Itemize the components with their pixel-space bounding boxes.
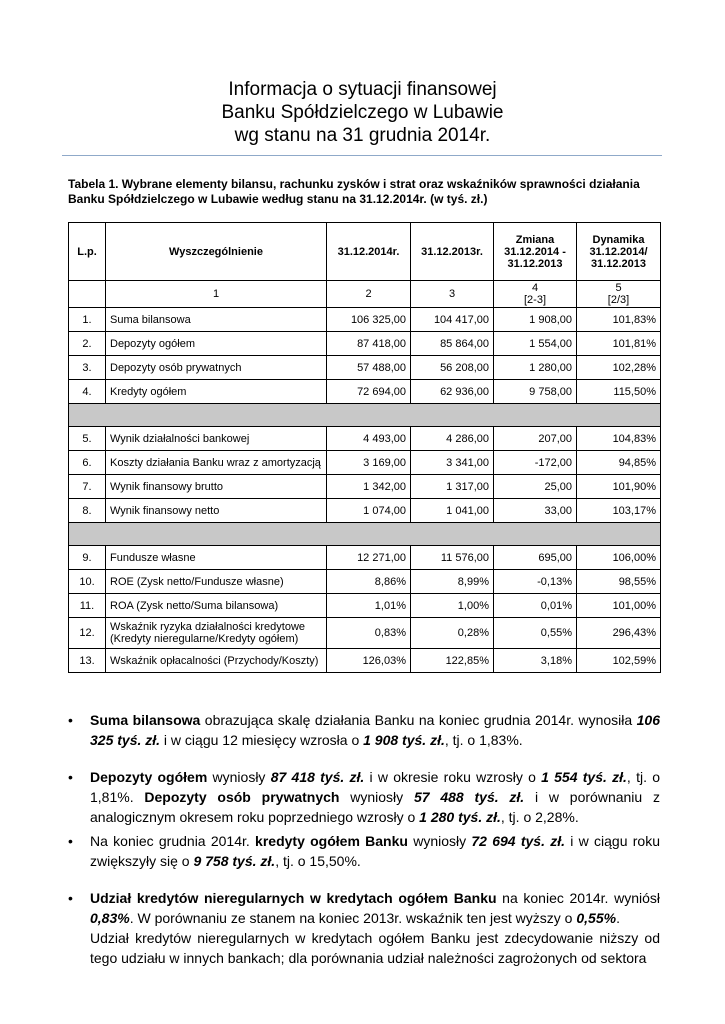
row-2014: 3 169,00 xyxy=(327,451,411,475)
row-lp: 5. xyxy=(69,427,106,451)
bullet-deposits xyxy=(68,767,660,831)
row-2013: 1,00% xyxy=(411,594,494,618)
index-5b: [2/3] xyxy=(607,294,630,306)
table-row xyxy=(69,546,661,570)
row-name: Depozyty osób prywatnych xyxy=(106,356,327,380)
row-dynamics: 103,17% xyxy=(577,499,661,523)
row-lp: 13. xyxy=(69,649,106,673)
row-name: Depozyty ogółem xyxy=(106,332,327,356)
row-name-line-1: Wskaźnik ryzyka działalności kredytowe xyxy=(110,621,306,633)
bullet-text: i w okresie roku wzrosły o xyxy=(364,769,542,785)
row-name: Fundusze własne xyxy=(106,546,327,570)
section-separator xyxy=(69,404,661,427)
row-name: ROA (Zysk netto/Suma bilansowa) xyxy=(106,594,327,618)
row-lp: 6. xyxy=(69,451,106,475)
row-2014: 87 418,00 xyxy=(327,332,411,356)
row-lp: 9. xyxy=(69,546,106,570)
row-2014: 8,86% xyxy=(327,570,411,594)
row-change: -0,13% xyxy=(494,570,577,594)
bullet-text: i w ciągu 12 miesięcy wzrosła o xyxy=(160,732,364,748)
row-name: Suma bilansowa xyxy=(106,308,327,332)
row-lp: 8. xyxy=(69,499,106,523)
index-4b: [2-3] xyxy=(523,294,546,306)
row-2014: 106 325,00 xyxy=(327,308,411,332)
row-dynamics: 296,43% xyxy=(577,618,661,649)
separator-cell xyxy=(69,404,661,427)
bullet-text: i w porównaniu z analogicznym okresem roku poprzedniego wzrosły o xyxy=(90,789,660,825)
header-2013: 31.12.2013r. xyxy=(411,223,494,281)
row-2014: 4 493,00 xyxy=(327,427,411,451)
row-change: 1 554,00 xyxy=(494,332,577,356)
table-row xyxy=(69,308,661,332)
header-change xyxy=(494,223,577,281)
bullet-value: 57 488 tyś. zł. xyxy=(413,789,525,805)
bullet-text: , tj. o 1,81%. xyxy=(90,769,660,805)
row-lp: 1. xyxy=(69,308,106,332)
row-change: 695,00 xyxy=(494,546,577,570)
row-2014: 126,03% xyxy=(327,649,411,673)
row-lp: 7. xyxy=(69,475,106,499)
row-lp: 4. xyxy=(69,380,106,404)
row-name: Wynik działalności bankowej xyxy=(106,427,327,451)
bullet-text: Depozyty osób prywatnych xyxy=(144,789,340,805)
bullet-text: wyniosły xyxy=(407,833,472,849)
row-2013: 1 041,00 xyxy=(411,499,494,523)
row-2014: 1 342,00 xyxy=(327,475,411,499)
row-change: 9 758,00 xyxy=(494,380,577,404)
row-2013: 104 417,00 xyxy=(411,308,494,332)
row-2014: 72 694,00 xyxy=(327,380,411,404)
row-dynamics: 94,85% xyxy=(577,451,661,475)
row-2013: 62 936,00 xyxy=(411,380,494,404)
row-change: 1 908,00 xyxy=(494,308,577,332)
bullet-text: i w ciągu roku zwiększyły się o xyxy=(90,833,660,869)
row-name: Koszty działania Banku wraz z amortyzacją xyxy=(106,451,327,475)
financial-table xyxy=(68,222,661,673)
bullet-text: , tj. o 1,83%. xyxy=(444,732,523,748)
bullet-value: 1 280 tyś. zł. xyxy=(419,809,501,825)
row-dynamics: 101,00% xyxy=(577,594,661,618)
bullet-text: . xyxy=(616,910,620,926)
index-4a: 4 xyxy=(531,282,539,294)
table-row xyxy=(69,380,661,404)
bullet-icon: • xyxy=(68,890,73,906)
summary-bullets xyxy=(68,710,660,968)
bullet-text: obrazująca skalę działania Banku na koniec grudnia 2014r. wynosiła xyxy=(200,712,637,728)
index-row xyxy=(69,281,661,308)
bullet-icon: • xyxy=(68,833,73,849)
row-lp: 2. xyxy=(69,332,106,356)
row-name-line-2: (Kredyty nieregularne/Kredyty ogółem) xyxy=(110,633,299,645)
bullet-icon: • xyxy=(68,769,73,785)
row-2013: 8,99% xyxy=(411,570,494,594)
bullet-text: Depozyty ogółem xyxy=(90,769,208,785)
header-change-l3: 31.12.2013 xyxy=(507,257,563,270)
row-change: 0,55% xyxy=(494,618,577,649)
bullet-value: 0,83% xyxy=(90,910,130,926)
index-2: 2 xyxy=(327,281,411,308)
table-row xyxy=(69,451,661,475)
caption-line-2: Banku Spółdzielczego w Lubawie według stanu na 31.12.2014r. (w tyś. zł.) xyxy=(68,192,488,206)
header-lp: L.p. xyxy=(69,223,106,281)
row-2013: 122,85% xyxy=(411,649,494,673)
bullet-value: 87 418 tyś. zł. xyxy=(270,769,365,785)
table-row xyxy=(69,427,661,451)
index-5a: 5 xyxy=(615,282,622,294)
row-dynamics: 98,55% xyxy=(577,570,661,594)
header-2014: 31.12.2014r. xyxy=(327,223,411,281)
row-change: 0,01% xyxy=(494,594,577,618)
bullet-total-assets xyxy=(68,710,660,767)
row-2013: 3 341,00 xyxy=(411,451,494,475)
index-3: 3 xyxy=(411,281,494,308)
row-2014: 12 271,00 xyxy=(327,546,411,570)
bullet-text: , tj. o 2,28%. xyxy=(500,809,579,825)
row-change: -172,00 xyxy=(494,451,577,475)
row-dynamics: 101,83% xyxy=(577,308,661,332)
bullet-text: Udział kredytów nieregularnych w kredytach ogółem Banku jest zdecydowanie niższy od tego udziału w innych bankach; dla porównania udział należności zagrożonych od sektora xyxy=(90,930,660,966)
caption-line-1: Tabela 1. Wybrane elementy bilansu, rachunku zysków i strat oraz wskaźników sprawności działania xyxy=(68,177,640,191)
index-empty xyxy=(69,281,106,308)
bullet-irregular-loans xyxy=(68,888,660,968)
row-2014: 57 488,00 xyxy=(327,356,411,380)
table-row xyxy=(69,356,661,380)
bullet-value: 0,55% xyxy=(576,910,617,926)
row-dynamics: 106,00% xyxy=(577,546,661,570)
row-change: 3,18% xyxy=(494,649,577,673)
header-dynamics xyxy=(577,223,661,281)
bullet-icon: • xyxy=(68,712,73,728)
row-lp: 11. xyxy=(69,594,106,618)
table-row xyxy=(69,499,661,523)
row-2013: 11 576,00 xyxy=(411,546,494,570)
table-row xyxy=(69,570,661,594)
row-name: Wynik finansowy netto xyxy=(106,499,327,523)
row-name: Kredyty ogółem xyxy=(106,380,327,404)
bullet-value: 72 694 tyś. zł. xyxy=(471,833,566,849)
table-row xyxy=(69,618,661,649)
row-2013: 56 208,00 xyxy=(411,356,494,380)
table-row xyxy=(69,649,661,673)
row-change: 1 280,00 xyxy=(494,356,577,380)
title-line-2: Banku Spółdzielczego w Lubawie xyxy=(221,102,504,123)
bullet-text: kredyty ogółem Banku xyxy=(255,833,408,849)
row-dynamics: 104,83% xyxy=(577,427,661,451)
header-dyn-l3: 31.12.2013 xyxy=(590,257,647,270)
bullet-text: wyniosły xyxy=(339,789,414,805)
row-name xyxy=(106,618,327,649)
index-4 xyxy=(494,281,577,308)
separator-cell xyxy=(69,523,661,546)
bullet-value: 106 325 tyś. zł. xyxy=(90,712,660,748)
title-line-3: wg stanu na 31 grudnia 2014r. xyxy=(234,125,491,146)
header-change-l1: Zmiana xyxy=(515,233,555,246)
row-dynamics: 115,50% xyxy=(577,380,661,404)
row-2013: 0,28% xyxy=(411,618,494,649)
header-name: Wyszczególnienie xyxy=(106,223,327,281)
row-2013: 4 286,00 xyxy=(411,427,494,451)
row-dynamics: 101,81% xyxy=(577,332,661,356)
index-1: 1 xyxy=(106,281,327,308)
bullet-text: , tj. o 15,50%. xyxy=(275,853,361,869)
table-caption xyxy=(68,177,668,207)
header-dyn-l1: Dynamika xyxy=(592,233,645,246)
bullet-text: Na koniec grudnia 2014r. xyxy=(90,833,256,849)
bullet-value: 1 908 tyś. zł. xyxy=(363,732,445,748)
row-name: ROE (Zysk netto/Fundusze własne) xyxy=(106,570,327,594)
row-lp: 10. xyxy=(69,570,106,594)
table-header-row xyxy=(69,223,661,281)
row-2013: 85 864,00 xyxy=(411,332,494,356)
header-change-l2: 31.12.2014 - xyxy=(504,245,566,258)
page-title xyxy=(0,78,725,147)
bullet-text: Udział kredytów nieregularnych w kredytach ogółem Banku xyxy=(90,890,497,906)
row-dynamics: 102,28% xyxy=(577,356,661,380)
bullet-text: . W porównaniu ze stanem na koniec 2013r. wskaźnik ten jest wyższy o xyxy=(129,910,577,926)
row-2014: 1,01% xyxy=(327,594,411,618)
row-name: Wynik finansowy brutto xyxy=(106,475,327,499)
row-2014: 0,83% xyxy=(327,618,411,649)
row-dynamics: 102,59% xyxy=(577,649,661,673)
bullet-value: 1 554 tyś. zł. xyxy=(541,769,627,785)
table-row xyxy=(69,475,661,499)
row-lp: 3. xyxy=(69,356,106,380)
title-line-1: Informacja o sytuacji finansowej xyxy=(228,79,497,100)
bullet-value: 9 758 tyś. zł. xyxy=(193,853,276,869)
row-change: 25,00 xyxy=(494,475,577,499)
bullet-text: Suma bilansowa xyxy=(90,712,201,728)
bullet-text: wyniosły xyxy=(207,769,271,785)
section-separator xyxy=(69,523,661,546)
table-row xyxy=(69,594,661,618)
row-lp: 12. xyxy=(69,618,106,649)
index-5 xyxy=(577,281,661,308)
row-change: 33,00 xyxy=(494,499,577,523)
row-change: 207,00 xyxy=(494,427,577,451)
table-row xyxy=(69,332,661,356)
row-2014: 1 074,00 xyxy=(327,499,411,523)
bullet-loans xyxy=(68,831,660,888)
bullet-text: na koniec 2014r. wyniósł xyxy=(496,890,660,906)
row-name: Wskaźnik opłacalności (Przychody/Koszty) xyxy=(106,649,327,673)
header-dyn-l2: 31.12.2014/ xyxy=(589,245,648,258)
row-dynamics: 101,90% xyxy=(577,475,661,499)
row-2013: 1 317,00 xyxy=(411,475,494,499)
title-divider xyxy=(62,155,662,156)
